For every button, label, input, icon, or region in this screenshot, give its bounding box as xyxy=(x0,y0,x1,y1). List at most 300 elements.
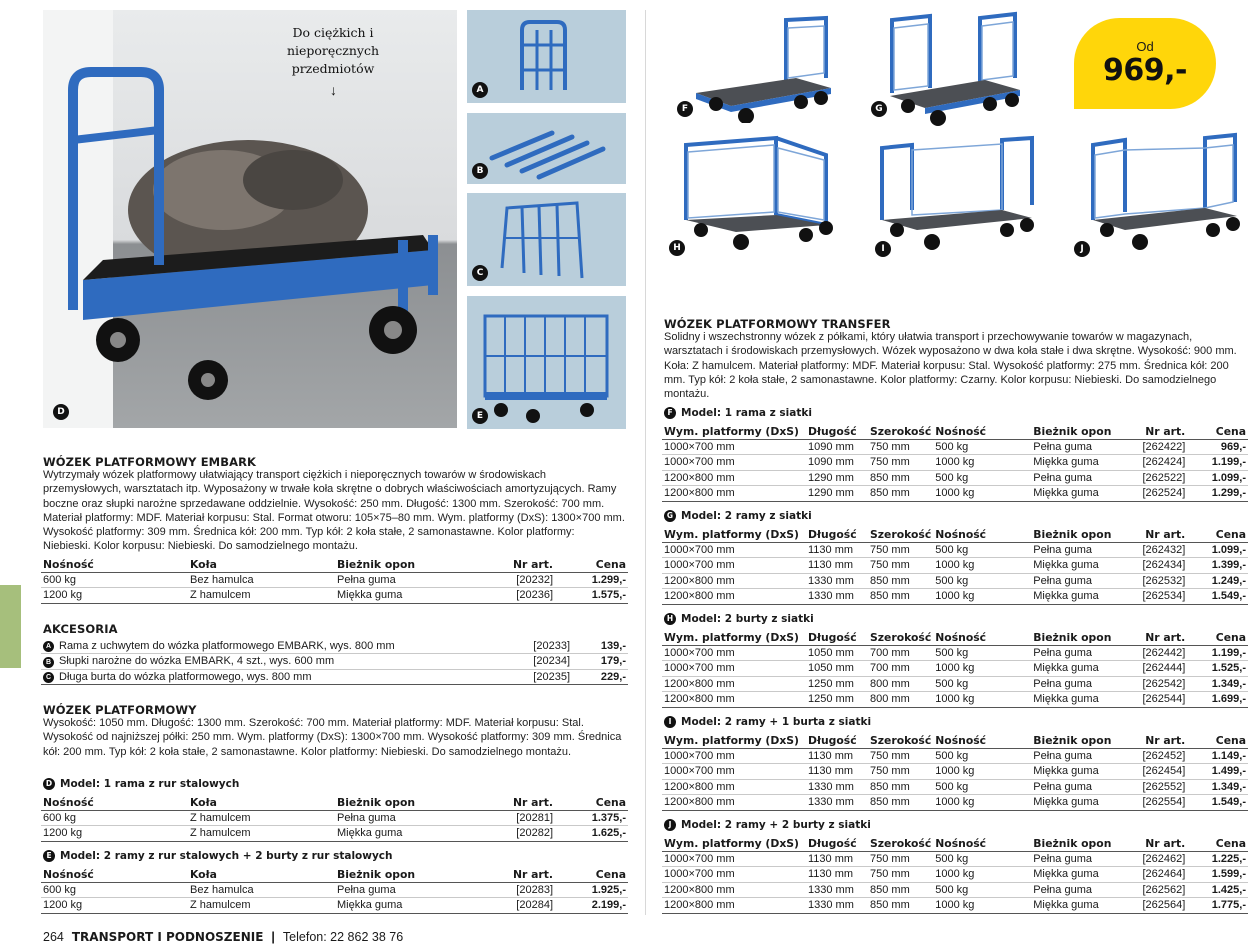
price-from-label: Od xyxy=(1136,39,1154,54)
col-header: Cena xyxy=(555,557,628,572)
col-header: Cena xyxy=(1187,630,1248,645)
cell: 500 kg xyxy=(933,542,1031,558)
cell: Z hamulcem xyxy=(188,810,335,826)
cell: 1000 kg xyxy=(933,795,1031,811)
col-header: Bieżnik opon xyxy=(1031,836,1131,851)
model-label: Model: 2 ramy + 1 burta z siatki xyxy=(681,716,872,728)
column-divider xyxy=(645,10,646,915)
cell: 1000 kg xyxy=(933,589,1031,605)
accessory-c-photo xyxy=(467,193,626,286)
cell: [262444] xyxy=(1131,661,1187,677)
table-row xyxy=(662,542,1248,558)
cell: [20236] xyxy=(465,588,555,604)
cell: 1250 mm xyxy=(806,692,868,708)
badge-c: C xyxy=(472,265,488,281)
cell: 750 mm xyxy=(868,851,933,867)
table-row xyxy=(662,573,1248,589)
cell: [262554] xyxy=(1131,795,1187,811)
cell: Pełna guma xyxy=(335,810,465,826)
price-cell: 1.349,- xyxy=(1187,779,1248,795)
cell: 750 mm xyxy=(868,455,933,471)
cell: 600 kg xyxy=(41,572,188,588)
cell: [262454] xyxy=(1131,764,1187,780)
cell: Rama z uchwytem do wózka platformowego EMBARK, wys. 800 mm xyxy=(57,638,497,654)
badge-g-mini: G xyxy=(664,510,676,522)
model-label: Model: 2 burty z siatki xyxy=(681,613,814,625)
frame-illustration xyxy=(467,10,626,103)
cell: 1000×700 mm xyxy=(662,748,806,764)
embark-description: Wytrzymały wózek platformowy ułatwiający transport ciężkich i nieporęcznych towarów w środowiskach przemysłowych, warsztatach itp. Wyposażony w trwałe koła skrętne o dobrych właściwościach amortyzujących. Ramy boczne oraz słupki narożne sprzedawane oddzielnie. Wysokość: 250 mm. Długość: 1300 mm. Szerokość: 700 mm. Materiał platformy: MDF. Materiał korpusu: Stal. Format otworu: 105×75–80 mm. Wym. platformy (DxS): 1300×700 mm. Wysokość platformy: 309 mm. Średnica kół: 200 mm. Typ kół: 2 koła stałe, 2 samonastawne. Kolor platformy: Niebieski. Kolor korpusu: Niebieski. Do samodzielnego montażu. xyxy=(43,469,625,553)
badge-a: A xyxy=(472,82,488,98)
model-h-photo xyxy=(676,130,841,255)
cell: 500 kg xyxy=(933,882,1031,898)
section-name: TRANSPORT I PODNOSZENIE xyxy=(71,930,264,944)
cell: 500 kg xyxy=(933,748,1031,764)
price-cell: 1.375,- xyxy=(555,810,628,826)
cell: [262524] xyxy=(1131,486,1187,502)
wozek-description: Wysokość: 1050 mm. Długość: 1300 mm. Szerokość: 700 mm. Materiał platformy: MDF. Materiał korpusu: Stal. Wysokość od najniższej półki: 250 mm. Wym. platformy (DxS): 1300×700 mm. Wysokość platformy: 309 mm. Średnica kół: 200 mm. Typ kół: 2 koła stałe, 2 samonastawne. Kolor platformy: Niebieski. Do samodzielnego montażu. xyxy=(43,717,622,758)
cell: 1330 mm xyxy=(806,573,868,589)
cell: 850 mm xyxy=(868,882,933,898)
model-label: Model: 2 ramy z siatki xyxy=(681,510,812,522)
col-header: Długość xyxy=(806,733,868,748)
embark-table xyxy=(41,557,628,604)
badge-e: E xyxy=(472,408,488,424)
cell: Pełna guma xyxy=(335,572,465,588)
cell: Miękka guma xyxy=(1031,558,1131,574)
cell: 1000×700 mm xyxy=(662,764,806,780)
col-header: Cena xyxy=(555,867,628,882)
cell: 1130 mm xyxy=(806,558,868,574)
arrow-down-icon: ↓ xyxy=(330,82,337,98)
embark-photo xyxy=(43,10,457,428)
cell: 700 mm xyxy=(868,645,933,661)
model-e-photo xyxy=(467,296,626,429)
cell: 1200×800 mm xyxy=(662,676,806,692)
cell: [262522] xyxy=(1131,470,1187,486)
price-cell: 1.599,- xyxy=(1187,867,1248,883)
page-number: 264 xyxy=(43,930,64,944)
cell: [262432] xyxy=(1131,542,1187,558)
price-cell: 2.199,- xyxy=(555,898,628,914)
price-cell: 1.299,- xyxy=(555,572,628,588)
table-row xyxy=(41,654,628,670)
cell: Długa burta do wózka platformowego, wys. 800 mm xyxy=(57,669,497,685)
badge-d: D xyxy=(53,404,69,420)
cell: 1000×700 mm xyxy=(662,645,806,661)
cell: [262422] xyxy=(1131,439,1187,455)
col-header: Nośność xyxy=(933,630,1031,645)
cell: Pełna guma xyxy=(335,882,465,898)
table-row xyxy=(41,669,628,685)
cell: 850 mm xyxy=(868,486,933,502)
cell: 600 kg xyxy=(41,810,188,826)
cell: 850 mm xyxy=(868,573,933,589)
badge-f: F xyxy=(677,101,693,117)
cell: 1000 kg xyxy=(933,867,1031,883)
price-cell: 1.099,- xyxy=(1187,470,1248,486)
cell: 850 mm xyxy=(868,898,933,914)
cell: 1000 kg xyxy=(933,455,1031,471)
col-header: Nośność xyxy=(933,527,1031,542)
cell: Pełna guma xyxy=(1031,645,1131,661)
col-header: Nr art. xyxy=(465,557,555,572)
price-cell: 1.425,- xyxy=(1187,882,1248,898)
price-cell: 1.099,- xyxy=(1187,542,1248,558)
cell: [262532] xyxy=(1131,573,1187,589)
col-header: Bieżnik opon xyxy=(335,867,465,882)
cell: [262452] xyxy=(1131,748,1187,764)
price-from-value: 969,- xyxy=(1103,53,1187,88)
col-header: Bieżnik opon xyxy=(335,795,465,810)
cell: Pełna guma xyxy=(1031,542,1131,558)
cell: 1290 mm xyxy=(806,486,868,502)
col-header: Nośność xyxy=(933,836,1031,851)
badge-a-mini: A xyxy=(43,641,54,652)
table-row xyxy=(662,439,1248,455)
cell: 1000 kg xyxy=(933,558,1031,574)
cell: Miękka guma xyxy=(1031,589,1131,605)
cell: 750 mm xyxy=(868,558,933,574)
cell: 1000×700 mm xyxy=(662,439,806,455)
cell: Miękka guma xyxy=(1031,455,1131,471)
cell: 1330 mm xyxy=(806,882,868,898)
price-cell: 229,- xyxy=(572,669,628,685)
badge-c-mini: C xyxy=(43,672,54,683)
col-header: Wym. platformy (DxS) xyxy=(662,424,806,439)
cell: Pełna guma xyxy=(1031,470,1131,486)
cell: [262534] xyxy=(1131,589,1187,605)
table-header-row xyxy=(662,630,1248,645)
cell: 1200 kg xyxy=(41,826,188,842)
cell: [20282] xyxy=(465,826,555,842)
price-cell: 1.199,- xyxy=(1187,455,1248,471)
cell: 1000 kg xyxy=(933,898,1031,914)
model-j-heading xyxy=(664,819,871,831)
cell: [20232] xyxy=(465,572,555,588)
cell: 1090 mm xyxy=(806,455,868,471)
badge-j-mini: J xyxy=(664,819,676,831)
col-header: Nr art. xyxy=(1131,836,1187,851)
badge-g: G xyxy=(871,101,887,117)
embark-cart-illustration xyxy=(43,10,457,428)
col-header: Długość xyxy=(806,836,868,851)
price-cell: 1.525,- xyxy=(1187,661,1248,677)
price-cell: 1.575,- xyxy=(555,588,628,604)
cell: 500 kg xyxy=(933,851,1031,867)
model-d-table xyxy=(41,795,628,842)
col-header: Cena xyxy=(1187,527,1248,542)
badge-i-mini: I xyxy=(664,716,676,728)
cell: 1130 mm xyxy=(806,764,868,780)
price-cell: 1.499,- xyxy=(1187,764,1248,780)
cell: [262434] xyxy=(1131,558,1187,574)
cell: 500 kg xyxy=(933,573,1031,589)
cell: 1200×800 mm xyxy=(662,470,806,486)
col-header: Wym. platformy (DxS) xyxy=(662,527,806,542)
model-i-heading xyxy=(664,716,871,728)
price-cell: 1.299,- xyxy=(1187,486,1248,502)
cell: Miękka guma xyxy=(335,588,465,604)
col-header: Cena xyxy=(555,795,628,810)
table-row xyxy=(41,810,628,826)
col-header: Bieżnik opon xyxy=(335,557,465,572)
table-row xyxy=(662,692,1248,708)
cell: [262552] xyxy=(1131,779,1187,795)
cell: [20235] xyxy=(497,669,572,685)
model-f-heading xyxy=(664,407,812,419)
cell: 1200×800 mm xyxy=(662,573,806,589)
table-row xyxy=(41,826,628,842)
cell: 1050 mm xyxy=(806,661,868,677)
cell: 1090 mm xyxy=(806,439,868,455)
col-header: Bieżnik opon xyxy=(1031,527,1131,542)
cell: Miękka guma xyxy=(1031,486,1131,502)
cell: 500 kg xyxy=(933,779,1031,795)
cell: Miękka guma xyxy=(1031,867,1131,883)
cell: [262462] xyxy=(1131,851,1187,867)
model-i-table xyxy=(662,733,1248,811)
cell: 700 mm xyxy=(868,661,933,677)
cell: 1200×800 mm xyxy=(662,898,806,914)
col-header: Cena xyxy=(1187,424,1248,439)
col-header: Wym. platformy (DxS) xyxy=(662,630,806,645)
cell: 500 kg xyxy=(933,676,1031,692)
table-row xyxy=(662,455,1248,471)
cell: Z hamulcem xyxy=(188,898,335,914)
cell: 1000×700 mm xyxy=(662,558,806,574)
col-header: Nr art. xyxy=(1131,733,1187,748)
cell: 1000 kg xyxy=(933,486,1031,502)
cell: 800 mm xyxy=(868,692,933,708)
cell: [262544] xyxy=(1131,692,1187,708)
badge-b-mini: B xyxy=(43,657,54,668)
col-header: Koła xyxy=(188,557,335,572)
model-g-photo xyxy=(870,8,1030,126)
cell: [262442] xyxy=(1131,645,1187,661)
model-h-heading xyxy=(664,613,814,625)
cell: Miękka guma xyxy=(1031,898,1131,914)
table-row xyxy=(41,898,628,914)
cell: [262424] xyxy=(1131,455,1187,471)
col-header: Nośność xyxy=(41,867,188,882)
price-cell: 179,- xyxy=(572,654,628,670)
cell: Z hamulcem xyxy=(188,588,335,604)
cell: 1200×800 mm xyxy=(662,692,806,708)
cell: Miękka guma xyxy=(1031,764,1131,780)
cell: 1200×800 mm xyxy=(662,795,806,811)
table-header-row xyxy=(662,424,1248,439)
footer-separator: | xyxy=(271,930,275,944)
table-row xyxy=(41,882,628,898)
posts-illustration xyxy=(467,113,626,184)
col-header: Szerokość xyxy=(870,527,932,541)
cell: 1200 kg xyxy=(41,898,188,914)
col-header: Nr art. xyxy=(1131,527,1187,542)
embark-title: WÓZEK PLATFORMOWY EMBARK xyxy=(43,455,257,469)
col-header: Szerokość xyxy=(870,733,932,747)
table-row xyxy=(41,572,628,588)
cell: 1330 mm xyxy=(806,589,868,605)
model-h-table xyxy=(662,630,1248,708)
model-f-photo xyxy=(676,8,836,123)
table-row xyxy=(662,764,1248,780)
table-header-row xyxy=(41,795,628,810)
badge-b: B xyxy=(472,163,488,179)
model-e-heading xyxy=(43,850,393,862)
cell: 750 mm xyxy=(868,867,933,883)
table-row xyxy=(662,470,1248,486)
cell: 1000×700 mm xyxy=(662,867,806,883)
cell: Pełna guma xyxy=(1031,851,1131,867)
col-header: Długość xyxy=(806,424,868,439)
price-cell: 969,- xyxy=(1187,439,1248,455)
cell: 500 kg xyxy=(933,439,1031,455)
col-header: Nr art. xyxy=(465,795,555,810)
table-row xyxy=(662,898,1248,914)
price-cell: 1.925,- xyxy=(555,882,628,898)
col-header: Nośność xyxy=(41,557,188,572)
cell: Miękka guma xyxy=(1031,692,1131,708)
col-header: Szerokość xyxy=(870,836,932,850)
col-header: Wym. platformy (DxS) xyxy=(662,836,806,851)
cell: 850 mm xyxy=(868,589,933,605)
cell: Miękka guma xyxy=(335,898,465,914)
photo-note: Do ciężkich i nieporęcznych przedmiotów xyxy=(286,25,380,76)
price-cell: 1.349,- xyxy=(1187,676,1248,692)
cell: Pełna guma xyxy=(1031,676,1131,692)
price-cell: 1.625,- xyxy=(555,826,628,842)
cell: [20281] xyxy=(465,810,555,826)
col-header: Nr art. xyxy=(1131,424,1187,439)
cell: 1130 mm xyxy=(806,542,868,558)
cell: Miękka guma xyxy=(1031,795,1131,811)
cell: 1000×700 mm xyxy=(662,851,806,867)
cell: 1050 mm xyxy=(806,645,868,661)
model-j-table xyxy=(662,836,1248,914)
table-row xyxy=(662,645,1248,661)
cell: [262562] xyxy=(1131,882,1187,898)
accessory-b-photo xyxy=(467,113,626,184)
col-header: Bieżnik opon xyxy=(1031,424,1131,439)
cell: 1130 mm xyxy=(806,748,868,764)
cell: 850 mm xyxy=(868,795,933,811)
table-header-row xyxy=(662,527,1248,542)
col-header: Nośność xyxy=(933,733,1031,748)
table-header-row xyxy=(41,557,628,572)
table-row xyxy=(662,558,1248,574)
table-row xyxy=(662,882,1248,898)
col-header: Bieżnik opon xyxy=(1031,630,1131,645)
cell: Pełna guma xyxy=(1031,882,1131,898)
transfer-description: Solidny i wszechstronny wózek z półkami, który ułatwia transport i przechowywanie towarów w magazynach, warsztatach i środowiskach przemysłowych. Wózek wyposażono w dwa koła stałe i dwa skrętne. Wysokość: 900 mm. Koła: Z hamulcem. Materiał platformy: MDF. Materiał korpusu: Stal. Wysokość platformy: 275 mm. Średnica kół: 200 mm. Typ kół: 2 koła stałe, 2 samonastawne. Kolor platformy: Czarny. Kolor korpusu: Niebieski. Do samodzielnego montażu. xyxy=(664,331,1237,401)
cell: 1200×800 mm xyxy=(662,882,806,898)
cell: 1330 mm xyxy=(806,779,868,795)
cell: 1250 mm xyxy=(806,676,868,692)
cell: 800 mm xyxy=(868,676,933,692)
table-row xyxy=(662,661,1248,677)
table-header-row xyxy=(662,733,1248,748)
model-d-heading xyxy=(43,778,239,790)
cell: 1200×800 mm xyxy=(662,486,806,502)
table-row xyxy=(41,588,628,604)
cell: Miękka guma xyxy=(1031,661,1131,677)
cell: Bez hamulca xyxy=(188,882,335,898)
cell: 1130 mm xyxy=(806,867,868,883)
table-row xyxy=(662,867,1248,883)
col-header: Szerokość xyxy=(870,424,932,438)
phone-number: Telefon: 22 862 38 76 xyxy=(282,930,404,944)
col-header: Cena xyxy=(1187,836,1248,851)
cell: 850 mm xyxy=(868,470,933,486)
accessory-a-photo xyxy=(467,10,626,103)
price-cell: 1.549,- xyxy=(1187,589,1248,605)
cell: 750 mm xyxy=(868,542,933,558)
wozek-title: WÓZEK PLATFORMOWY xyxy=(43,703,197,717)
cell: 1200 kg xyxy=(41,588,188,604)
cell: 1000 kg xyxy=(933,692,1031,708)
cell: 750 mm xyxy=(868,748,933,764)
cell: 1000×700 mm xyxy=(662,661,806,677)
cell: 1000×700 mm xyxy=(662,542,806,558)
cell: 1200×800 mm xyxy=(662,779,806,795)
cell: [262564] xyxy=(1131,898,1187,914)
col-header: Koła xyxy=(188,795,335,810)
section-tab xyxy=(0,585,21,668)
cell: [20283] xyxy=(465,882,555,898)
badge-i: I xyxy=(875,241,891,257)
col-header: Cena xyxy=(1187,733,1248,748)
cell: [262542] xyxy=(1131,676,1187,692)
price-cell: 1.699,- xyxy=(1187,692,1248,708)
col-header: Koła xyxy=(188,867,335,882)
model-j-photo xyxy=(1085,130,1245,255)
cell: 600 kg xyxy=(41,882,188,898)
cell: 1000 kg xyxy=(933,661,1031,677)
price-cell: 1.775,- xyxy=(1187,898,1248,914)
model-g-heading xyxy=(664,510,812,522)
model-e-table xyxy=(41,867,628,914)
table-row xyxy=(662,589,1248,605)
cage-cart-illustration xyxy=(467,296,626,429)
col-header: Nośność xyxy=(41,795,188,810)
cell: 500 kg xyxy=(933,645,1031,661)
cell: Pełna guma xyxy=(1031,748,1131,764)
price-cell: 1.549,- xyxy=(1187,795,1248,811)
price-cell: 1.399,- xyxy=(1187,558,1248,574)
price-cell: 1.199,- xyxy=(1187,645,1248,661)
cell: Miękka guma xyxy=(335,826,465,842)
model-label: Model: 2 ramy + 2 burty z siatki xyxy=(681,819,871,831)
cell: Pełna guma xyxy=(1031,779,1131,795)
cell: Bez hamulca xyxy=(188,572,335,588)
price-cell: 1.225,- xyxy=(1187,851,1248,867)
table-row xyxy=(41,638,628,654)
price-badge xyxy=(1074,18,1216,109)
cell: 1330 mm xyxy=(806,795,868,811)
badge-e-mini: E xyxy=(43,850,55,862)
cell: [262464] xyxy=(1131,867,1187,883)
cell: Słupki narożne do wózka EMBARK, 4 szt., wys. 600 mm xyxy=(57,654,497,670)
col-header: Długość xyxy=(806,527,868,542)
badge-f-mini: F xyxy=(664,407,676,419)
col-header: Nr art. xyxy=(465,867,555,882)
cell: [20233] xyxy=(497,638,572,654)
price-cell: 1.149,- xyxy=(1187,748,1248,764)
cell: 750 mm xyxy=(868,439,933,455)
col-header: Nr art. xyxy=(1131,630,1187,645)
cell: Pełna guma xyxy=(1031,573,1131,589)
